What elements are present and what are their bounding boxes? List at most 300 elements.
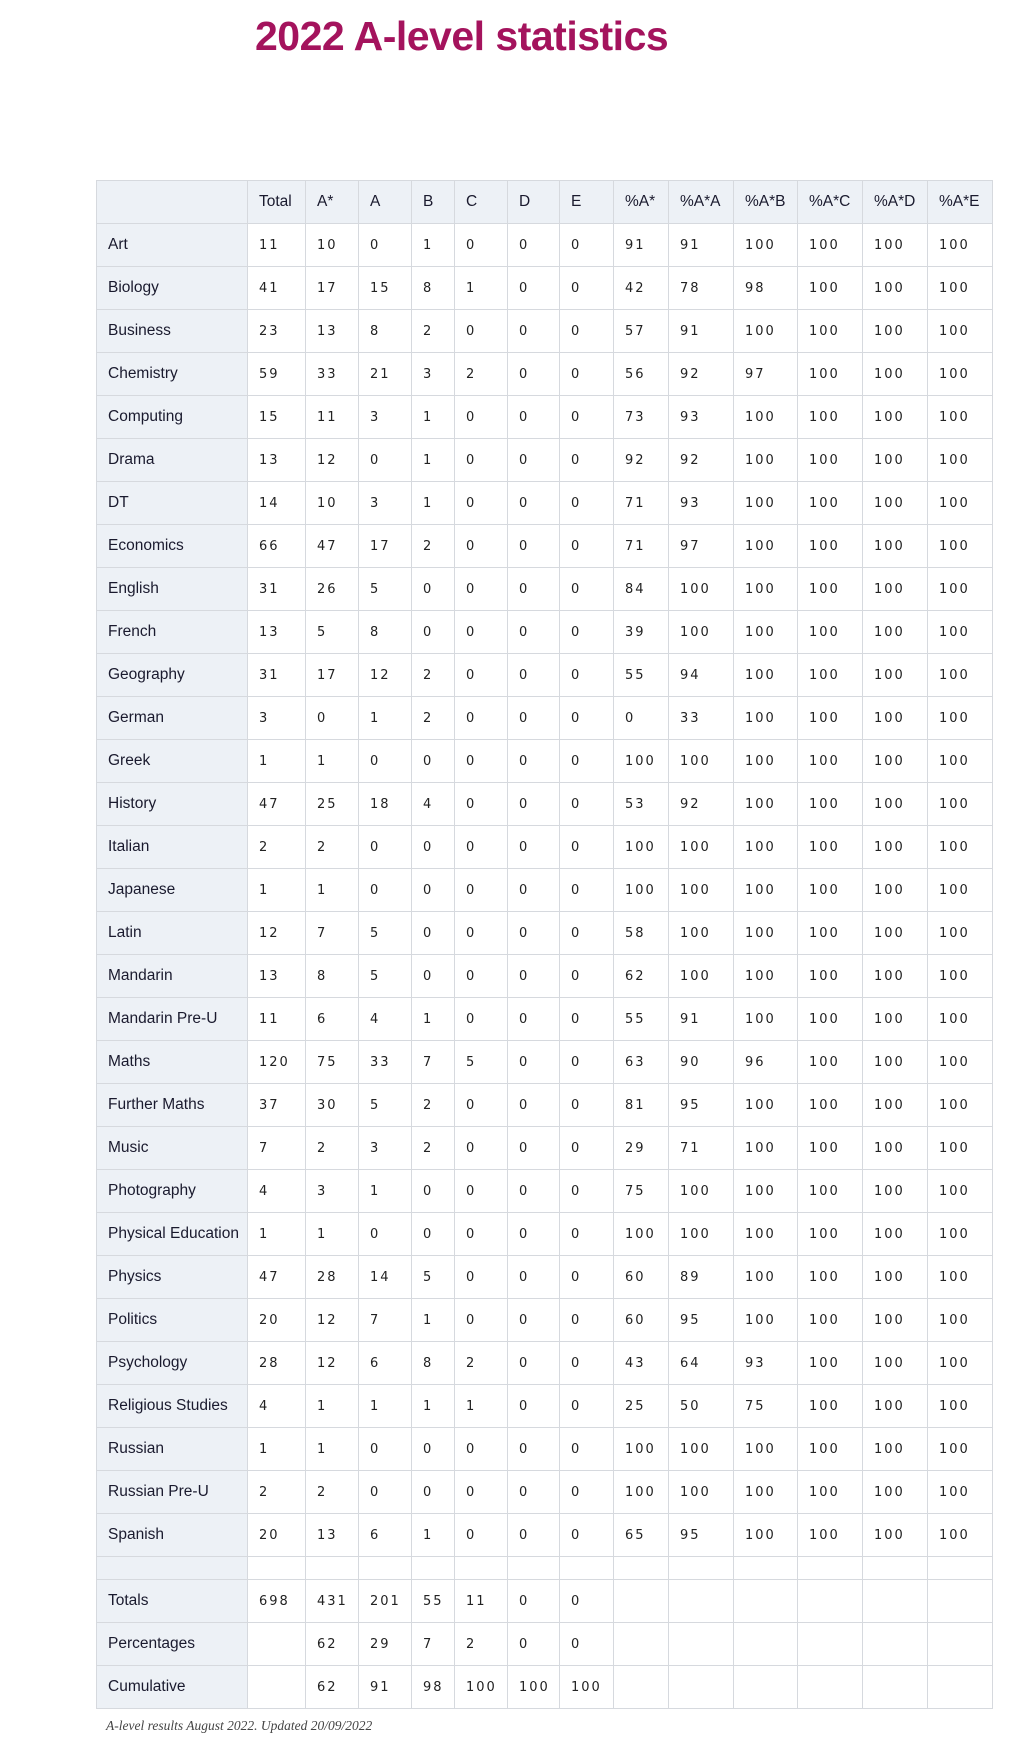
table-cell: 100: [928, 396, 993, 439]
table-cell: 7: [306, 912, 359, 955]
table-cell: 100: [928, 697, 993, 740]
table-cell: 100: [798, 869, 863, 912]
table-cell: 12: [359, 654, 412, 697]
table-cell: 100: [614, 826, 669, 869]
table-cell: 0: [412, 740, 455, 783]
table-cell: 75: [734, 1385, 798, 1428]
table-row: [97, 697, 993, 740]
table-cell: 13: [306, 1514, 359, 1557]
table-cell: 100: [928, 224, 993, 267]
table-cell: 91: [359, 1666, 412, 1709]
table-cell: 0: [560, 1170, 614, 1213]
table-cell: 5: [306, 611, 359, 654]
table-cell: 100: [614, 740, 669, 783]
table-cell: 31: [248, 654, 306, 697]
table-cell: 100: [928, 310, 993, 353]
column-header: %A*D: [863, 181, 928, 224]
table-cell: 55: [412, 1580, 455, 1623]
table-cell: 0: [560, 1127, 614, 1170]
table-cell: 100: [863, 697, 928, 740]
table-cell: 0: [508, 1170, 560, 1213]
table-cell: 4: [412, 783, 455, 826]
table-cell: 7: [412, 1623, 455, 1666]
table-cell: 1: [248, 740, 306, 783]
table-cell: 100: [669, 826, 734, 869]
table-cell: 100: [734, 1471, 798, 1514]
table-cell: 71: [669, 1127, 734, 1170]
table-cell: 100: [928, 955, 993, 998]
table-cell: 0: [560, 826, 614, 869]
row-label: Drama: [97, 439, 248, 482]
table-cell: 1: [248, 1428, 306, 1471]
table-cell: 0: [560, 654, 614, 697]
table-cell: 41: [248, 267, 306, 310]
table-cell: 1: [412, 1385, 455, 1428]
table-cell: 1: [412, 1299, 455, 1342]
table-row: [97, 740, 993, 783]
table-cell: 100: [928, 826, 993, 869]
table-cell: 100: [798, 1256, 863, 1299]
table-row: [97, 568, 993, 611]
table-cell: 1: [412, 224, 455, 267]
table-cell: 0: [508, 955, 560, 998]
table-cell: 100: [863, 525, 928, 568]
table-cell: 1: [412, 439, 455, 482]
table-cell: 97: [669, 525, 734, 568]
row-label: Italian: [97, 826, 248, 869]
table-cell: 100: [798, 1127, 863, 1170]
table-cell: 0: [508, 224, 560, 267]
table-cell: 100: [928, 740, 993, 783]
table-cell: 47: [248, 1256, 306, 1299]
empty-cell: [412, 1557, 455, 1580]
table-cell: 1: [412, 1514, 455, 1557]
table-cell: 12: [248, 912, 306, 955]
table-cell: 0: [359, 740, 412, 783]
table-cell: 100: [734, 568, 798, 611]
row-label: Mandarin Pre-U: [97, 998, 248, 1041]
table-cell: 12: [306, 1342, 359, 1385]
row-label: History: [97, 783, 248, 826]
table-cell: 0: [508, 998, 560, 1041]
table-cell: 100: [734, 1428, 798, 1471]
table-cell: 0: [359, 1428, 412, 1471]
table-cell: 5: [359, 955, 412, 998]
table-row: [97, 267, 993, 310]
table-cell: 75: [306, 1041, 359, 1084]
table-row: [97, 1127, 993, 1170]
table-cell: 25: [306, 783, 359, 826]
table-cell: 81: [614, 1084, 669, 1127]
table-cell: 100: [863, 1084, 928, 1127]
table-cell: 100: [798, 1342, 863, 1385]
table-cell: 56: [614, 353, 669, 396]
table-cell: 0: [455, 525, 508, 568]
table-cell: 53: [614, 783, 669, 826]
table-cell: 0: [455, 1084, 508, 1127]
table-cell: 100: [863, 1170, 928, 1213]
table-row: [97, 1514, 993, 1557]
table-cell: 0: [455, 869, 508, 912]
table-cell: 39: [614, 611, 669, 654]
table-cell: 100: [928, 1428, 993, 1471]
table-cell: [798, 1580, 863, 1623]
table-cell: 0: [455, 310, 508, 353]
table-row: [97, 1342, 993, 1385]
table-cell: 0: [359, 439, 412, 482]
table-cell: 15: [359, 267, 412, 310]
table-cell: 2: [306, 1471, 359, 1514]
table-cell: 100: [798, 1213, 863, 1256]
table-cell: 0: [560, 1428, 614, 1471]
table-cell: 0: [455, 568, 508, 611]
table-cell: 100: [798, 955, 863, 998]
table-cell: 92: [669, 783, 734, 826]
table-cell: 33: [306, 353, 359, 396]
table-cell: 100: [669, 568, 734, 611]
table-cell: 0: [455, 826, 508, 869]
table-cell: 0: [508, 1041, 560, 1084]
table-cell: 2: [412, 654, 455, 697]
table-cell: 0: [508, 310, 560, 353]
table-row: [97, 1084, 993, 1127]
row-label: Business: [97, 310, 248, 353]
table-cell: 0: [508, 568, 560, 611]
table-cell: 100: [928, 1299, 993, 1342]
table-row: [97, 1170, 993, 1213]
table-cell: 47: [248, 783, 306, 826]
table-cell: 100: [928, 1170, 993, 1213]
table-cell: 100: [928, 912, 993, 955]
table-cell: 100: [798, 439, 863, 482]
table-cell: 90: [669, 1041, 734, 1084]
table-cell: 10: [306, 224, 359, 267]
table-cell: [614, 1623, 669, 1666]
table-cell: 100: [614, 1471, 669, 1514]
table-cell: [669, 1666, 734, 1709]
table-cell: 13: [248, 439, 306, 482]
row-label: Art: [97, 224, 248, 267]
table-cell: 100: [863, 224, 928, 267]
table-cell: 100: [734, 740, 798, 783]
table-cell: 100: [863, 439, 928, 482]
table-cell: 78: [669, 267, 734, 310]
table-cell: 11: [248, 998, 306, 1041]
table-cell: 100: [928, 482, 993, 525]
column-header: B: [412, 181, 455, 224]
table-cell: 100: [734, 611, 798, 654]
table-cell: 100: [928, 439, 993, 482]
table-cell: 2: [412, 1127, 455, 1170]
table-cell: 33: [669, 697, 734, 740]
column-header: %A*: [614, 181, 669, 224]
table-cell: 95: [669, 1084, 734, 1127]
table-cell: 100: [863, 1299, 928, 1342]
table-cell: 100: [798, 1385, 863, 1428]
table-cell: 100: [863, 353, 928, 396]
table-cell: 100: [734, 439, 798, 482]
table-cell: 100: [798, 998, 863, 1041]
summary-row: [97, 1623, 993, 1666]
table-cell: 30: [306, 1084, 359, 1127]
empty-cell: [863, 1557, 928, 1580]
row-label: Chemistry: [97, 353, 248, 396]
table-cell: 14: [359, 1256, 412, 1299]
table-cell: 100: [928, 1256, 993, 1299]
table-cell: 5: [455, 1041, 508, 1084]
table-cell: 8: [306, 955, 359, 998]
table-cell: 0: [455, 1514, 508, 1557]
table-cell: 100: [863, 396, 928, 439]
table-cell: 100: [614, 869, 669, 912]
table-cell: [928, 1580, 993, 1623]
table-cell: 0: [560, 611, 614, 654]
table-cell: 100: [798, 525, 863, 568]
table-cell: 33: [359, 1041, 412, 1084]
table-cell: 0: [359, 826, 412, 869]
table-cell: 0: [508, 1428, 560, 1471]
table-cell: 100: [863, 1256, 928, 1299]
table-cell: 0: [412, 826, 455, 869]
table-row: [97, 1299, 993, 1342]
table-cell: 120: [248, 1041, 306, 1084]
table-cell: 1: [455, 267, 508, 310]
table-cell: 0: [508, 353, 560, 396]
table-cell: 0: [560, 439, 614, 482]
table-cell: 100: [669, 955, 734, 998]
table-cell: 100: [863, 1385, 928, 1428]
table-cell: 63: [614, 1041, 669, 1084]
table-cell: 100: [863, 998, 928, 1041]
table-cell: 0: [560, 998, 614, 1041]
table-cell: 3: [412, 353, 455, 396]
table-cell: 100: [734, 912, 798, 955]
table-cell: 100: [734, 869, 798, 912]
row-label: Mandarin: [97, 955, 248, 998]
table-cell: 2: [248, 1471, 306, 1514]
table-cell: 7: [248, 1127, 306, 1170]
table-cell: 8: [359, 310, 412, 353]
table-cell: 0: [359, 1471, 412, 1514]
table-cell: 55: [614, 654, 669, 697]
table-cell: 2: [455, 1342, 508, 1385]
table-cell: 0: [508, 482, 560, 525]
table-cell: 100: [928, 1385, 993, 1428]
table-cell: 0: [508, 1256, 560, 1299]
table-row: [97, 826, 993, 869]
column-header: A: [359, 181, 412, 224]
table-cell: 12: [306, 1299, 359, 1342]
table-cell: 0: [508, 1299, 560, 1342]
table-cell: [734, 1666, 798, 1709]
table-cell: 97: [734, 353, 798, 396]
table-cell: 0: [455, 611, 508, 654]
table-cell: 2: [412, 525, 455, 568]
row-label: Physics: [97, 1256, 248, 1299]
table-row: [97, 396, 993, 439]
table-cell: 26: [306, 568, 359, 611]
column-header: A*: [306, 181, 359, 224]
table-cell: 201: [359, 1580, 412, 1623]
table-cell: 42: [614, 267, 669, 310]
table-cell: 0: [412, 912, 455, 955]
table-cell: [798, 1666, 863, 1709]
table-cell: 0: [455, 439, 508, 482]
table-cell: 100: [863, 611, 928, 654]
table-cell: 0: [508, 740, 560, 783]
table-cell: 13: [306, 310, 359, 353]
table-cell: 0: [508, 869, 560, 912]
table-cell: 0: [508, 525, 560, 568]
table-cell: 100: [863, 1127, 928, 1170]
table-cell: [669, 1580, 734, 1623]
table-cell: 7: [359, 1299, 412, 1342]
table-cell: 100: [734, 1127, 798, 1170]
row-label: Biology: [97, 267, 248, 310]
empty-cell: [97, 1557, 248, 1580]
table-cell: 95: [669, 1514, 734, 1557]
row-label: Greek: [97, 740, 248, 783]
table-cell: 0: [508, 1623, 560, 1666]
row-label: Japanese: [97, 869, 248, 912]
table-cell: 47: [306, 525, 359, 568]
table-cell: 100: [734, 1299, 798, 1342]
table-cell: 0: [412, 1428, 455, 1471]
table-cell: 100: [798, 1514, 863, 1557]
table-cell: 96: [734, 1041, 798, 1084]
table-cell: 100: [734, 826, 798, 869]
table-cell: 100: [798, 482, 863, 525]
table-cell: 0: [455, 1471, 508, 1514]
table-cell: 100: [669, 740, 734, 783]
table-cell: 0: [560, 224, 614, 267]
table-cell: 100: [669, 1213, 734, 1256]
row-label: Further Maths: [97, 1084, 248, 1127]
table-cell: 6: [359, 1514, 412, 1557]
table-cell: 0: [560, 1514, 614, 1557]
table-cell: 1: [306, 1213, 359, 1256]
table-cell: 92: [669, 439, 734, 482]
table-cell: 28: [306, 1256, 359, 1299]
page-title: 2022 A-level statistics: [255, 13, 669, 59]
table-cell: 100: [863, 482, 928, 525]
table-cell: 1: [306, 869, 359, 912]
column-header: %A*E: [928, 181, 993, 224]
table-body: [97, 224, 993, 1709]
table-row: [97, 783, 993, 826]
table-cell: 8: [412, 267, 455, 310]
table-cell: 3: [248, 697, 306, 740]
table-cell: 5: [359, 912, 412, 955]
table-cell: 31: [248, 568, 306, 611]
table-cell: 100: [928, 783, 993, 826]
table-cell: 100: [863, 955, 928, 998]
table-cell: 28: [248, 1342, 306, 1385]
table-cell: [928, 1623, 993, 1666]
table-header-row: [97, 181, 993, 224]
table-cell: 100: [928, 611, 993, 654]
empty-cell: [798, 1557, 863, 1580]
table-cell: 15: [248, 396, 306, 439]
table-cell: 0: [508, 439, 560, 482]
table-cell: 100: [863, 1041, 928, 1084]
table-cell: 94: [669, 654, 734, 697]
table-cell: 0: [412, 1170, 455, 1213]
table-cell: 62: [614, 955, 669, 998]
table-cell: 100: [560, 1666, 614, 1709]
table-cell: 100: [928, 1127, 993, 1170]
table-row: [97, 310, 993, 353]
table-cell: 0: [412, 869, 455, 912]
table-cell: 100: [863, 783, 928, 826]
table-cell: 98: [412, 1666, 455, 1709]
table-cell: 431: [306, 1580, 359, 1623]
table-cell: 58: [614, 912, 669, 955]
table-cell: 64: [669, 1342, 734, 1385]
table-cell: 4: [248, 1385, 306, 1428]
table-cell: 0: [359, 1213, 412, 1256]
table-cell: 0: [359, 224, 412, 267]
table-cell: 4: [248, 1170, 306, 1213]
table-cell: 0: [455, 482, 508, 525]
table-cell: 0: [560, 1084, 614, 1127]
row-label: English: [97, 568, 248, 611]
row-label: French: [97, 611, 248, 654]
table-cell: 1: [412, 998, 455, 1041]
table-cell: [614, 1580, 669, 1623]
table-cell: 0: [455, 955, 508, 998]
table-cell: 12: [306, 439, 359, 482]
table-cell: 1: [248, 869, 306, 912]
table-cell: 0: [412, 568, 455, 611]
table-row: [97, 1428, 993, 1471]
table-cell: 0: [560, 1623, 614, 1666]
table-cell: 91: [669, 224, 734, 267]
spacer-row: [97, 1557, 993, 1580]
table-cell: 0: [455, 912, 508, 955]
table-cell: 100: [734, 998, 798, 1041]
table-cell: 1: [412, 482, 455, 525]
table-cell: 100: [928, 1041, 993, 1084]
table-cell: 17: [359, 525, 412, 568]
table-cell: 2: [412, 1084, 455, 1127]
table-cell: 0: [508, 654, 560, 697]
empty-cell: [614, 1557, 669, 1580]
table-row: [97, 1213, 993, 1256]
row-label: Russian Pre-U: [97, 1471, 248, 1514]
row-label: Russian: [97, 1428, 248, 1471]
table-cell: 0: [508, 697, 560, 740]
empty-cell: [306, 1557, 359, 1580]
table-cell: 0: [508, 1580, 560, 1623]
table-cell: 4: [359, 998, 412, 1041]
table-cell: 50: [669, 1385, 734, 1428]
table-cell: 0: [560, 396, 614, 439]
table-cell: 8: [412, 1342, 455, 1385]
table-cell: 92: [669, 353, 734, 396]
table-cell: [928, 1666, 993, 1709]
table-cell: 100: [798, 396, 863, 439]
results-footnote: A-level results August 2022. Updated 20/09/2022: [106, 1718, 373, 1733]
table-cell: 0: [508, 826, 560, 869]
table-cell: 0: [560, 1342, 614, 1385]
table-cell: 1: [359, 1385, 412, 1428]
table-cell: 11: [455, 1580, 508, 1623]
table-cell: 0: [560, 568, 614, 611]
table-cell: 0: [560, 740, 614, 783]
table-cell: 91: [669, 998, 734, 1041]
table-cell: 0: [455, 740, 508, 783]
